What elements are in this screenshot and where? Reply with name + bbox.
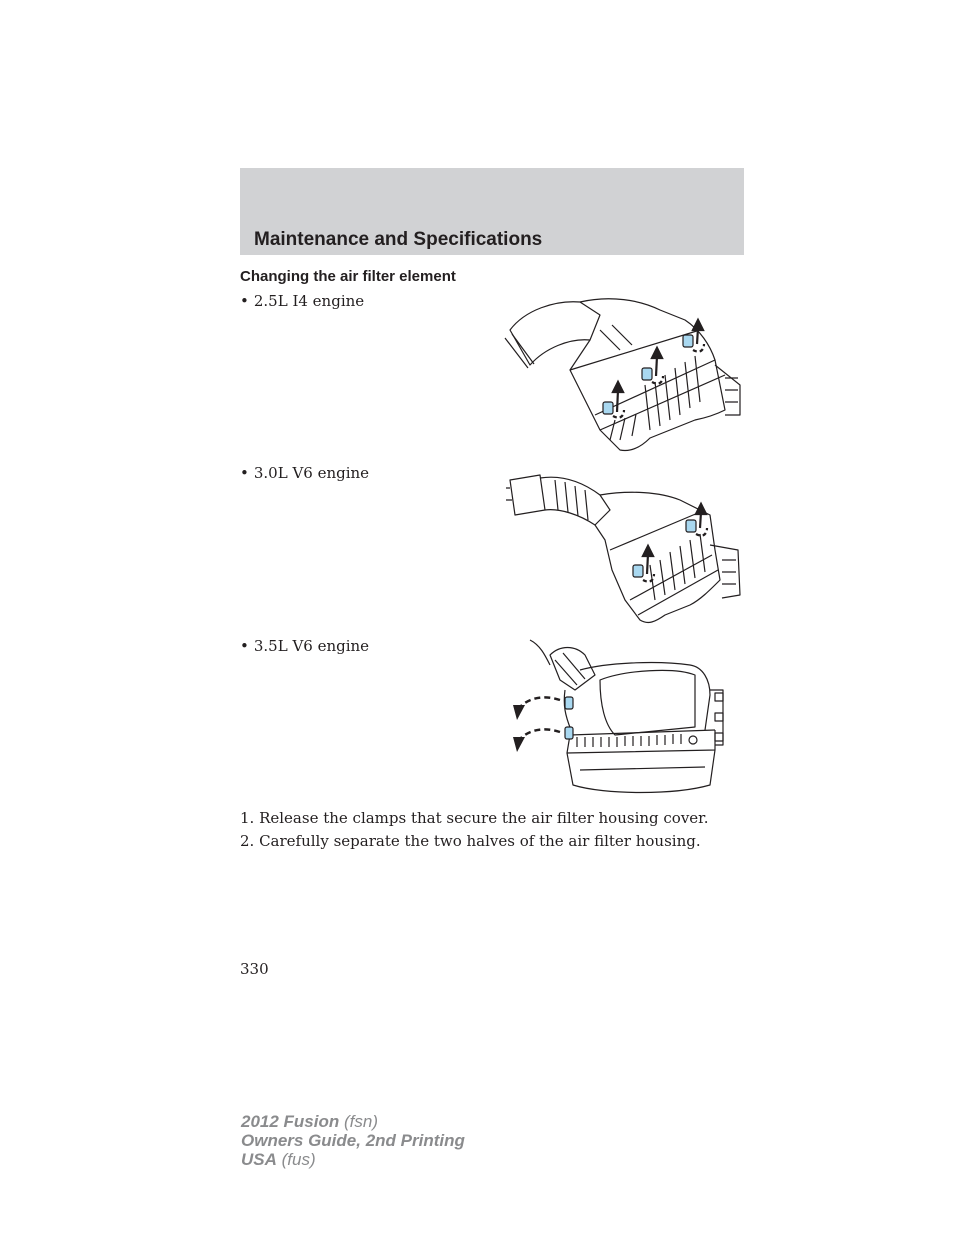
section-heading: Changing the air filter element bbox=[240, 268, 456, 285]
footer-guide: Owners Guide, 2nd Printing bbox=[241, 1131, 465, 1150]
bullet-dot: • bbox=[240, 464, 249, 482]
footer-line-3 bbox=[241, 1150, 465, 1169]
footer-line-1 bbox=[241, 1112, 465, 1131]
footer-market: USA bbox=[241, 1150, 277, 1169]
bullet-dot: • bbox=[240, 637, 249, 655]
engine-bullet-2 bbox=[240, 464, 369, 482]
section-header-band bbox=[240, 168, 744, 255]
page-title: Maintenance and Specifications bbox=[254, 229, 543, 250]
engine-bullet-3 bbox=[240, 637, 369, 655]
instruction-step-1: 1. Release the clamps that secure the air filter housing cover. bbox=[240, 809, 709, 827]
air-filter-2-5l-illustration bbox=[500, 290, 745, 455]
air-filter-3-5l-illustration bbox=[505, 635, 745, 800]
document-footer bbox=[241, 1112, 465, 1169]
page-number: 330 bbox=[240, 960, 269, 978]
air-filter-3-0l-illustration bbox=[500, 470, 745, 630]
footer-line-2 bbox=[241, 1131, 465, 1150]
engine-label: 3.5L V6 engine bbox=[253, 637, 370, 655]
footer-market-code: (fus) bbox=[276, 1150, 316, 1169]
engine-label: 3.0L V6 engine bbox=[253, 464, 370, 482]
engine-label: 2.5L I4 engine bbox=[253, 292, 365, 310]
instruction-step-2: 2. Carefully separate the two halves of the air filter housing. bbox=[240, 832, 701, 850]
bullet-dot: • bbox=[240, 292, 249, 310]
footer-model: 2012 Fusion bbox=[241, 1112, 340, 1131]
footer-model-code: (fsn) bbox=[339, 1112, 378, 1131]
engine-bullet-1 bbox=[240, 292, 364, 310]
